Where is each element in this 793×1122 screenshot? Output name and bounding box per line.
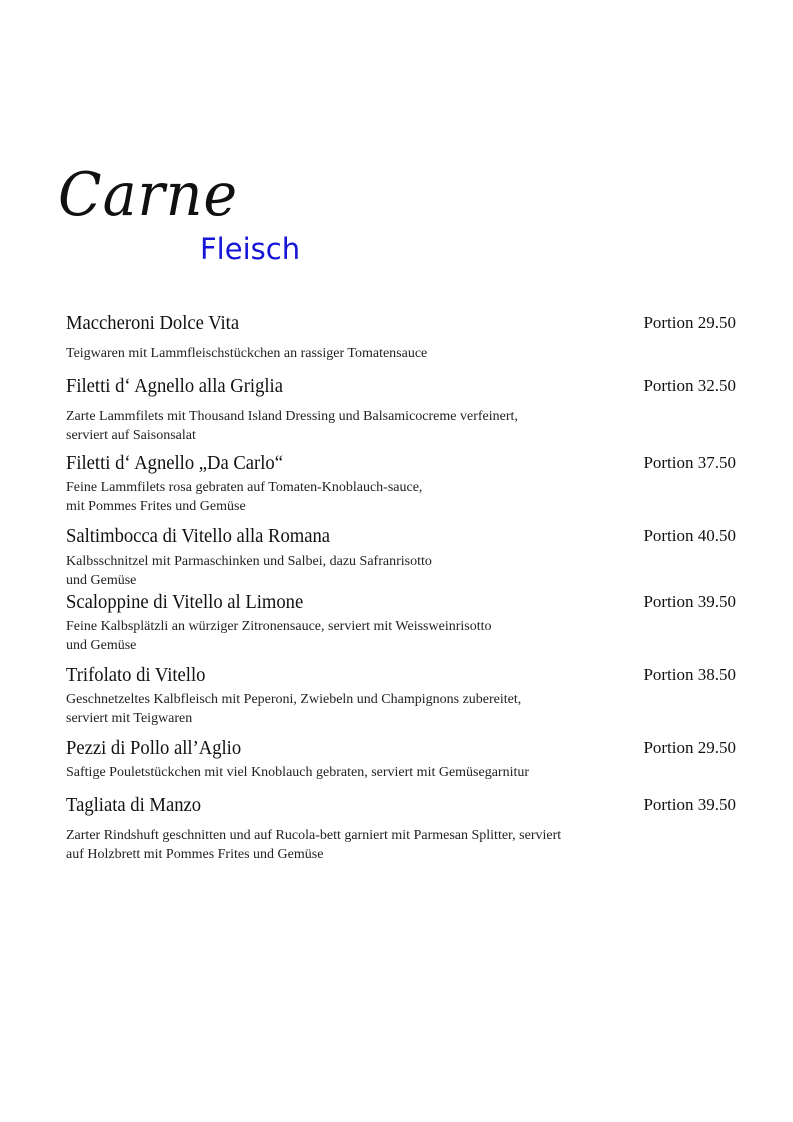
dish-price: [643, 737, 736, 759]
description-line: Feine Lammfilets rosa gebraten auf Tomaten-Knoblauch-sauce,: [66, 480, 423, 495]
price-label: Portion: [643, 313, 694, 332]
price-value: 29.50: [697, 313, 736, 332]
dish-price: [643, 664, 736, 686]
dish-price: [643, 452, 736, 474]
description-line: Saftige Pouletstückchen mit viel Knoblauch gebraten, serviert mit Gemüsegarnitur: [66, 765, 530, 780]
description-line: Zarter Rindshuft geschnitten und auf Rucola-bett garniert mit Parmesan Splitter, serviert: [66, 828, 562, 843]
description-line: serviert mit Teigwaren: [66, 711, 193, 726]
price-label: Portion: [643, 526, 694, 545]
price-value: 39.50: [697, 592, 736, 611]
description-line: serviert auf Saisonsalat: [66, 428, 196, 443]
description-line: Teigwaren mit Lammfleischstückchen an rassiger Tomatensauce: [66, 346, 428, 361]
dish-name: Pezzi di Pollo all’Aglio: [66, 737, 242, 759]
dish-name: Saltimbocca di Vitello alla Romana: [66, 525, 331, 547]
price-label: Portion: [643, 795, 694, 814]
description-line: auf Holzbrett mit Pommes Frites und Gemüse: [66, 847, 324, 862]
dish-price: [643, 525, 736, 547]
section-subtitle: Fleisch: [200, 232, 301, 266]
description-line: und Gemüse: [66, 638, 137, 653]
dish-description: [66, 826, 736, 864]
description-line: Feine Kalbsplätzli an würziger Zitronensauce, serviert mit Weissweinrisotto: [66, 619, 492, 634]
dish-name: Tagliata di Manzo: [66, 794, 202, 816]
description-line: mit Pommes Frites und Gemüse: [66, 499, 246, 514]
dish-price: [643, 312, 736, 334]
dish-name: Maccheroni Dolce Vita: [66, 312, 240, 334]
menu-item: [66, 375, 736, 445]
section-title: Carne: [58, 160, 239, 230]
menu-item: [66, 525, 736, 590]
price-label: Portion: [643, 453, 694, 472]
dish-description: [66, 478, 736, 516]
dish-name: Filetti d‘ Agnello alla Griglia: [66, 375, 283, 397]
dish-description: [66, 690, 736, 728]
dish-price: [643, 794, 736, 816]
dish-description: [66, 617, 736, 655]
price-label: Portion: [643, 665, 694, 684]
menu-item: [66, 737, 736, 782]
dish-name: Filetti d‘ Agnello „Da Carlo“: [66, 452, 283, 474]
price-label: Portion: [643, 376, 694, 395]
menu-item: [66, 794, 736, 864]
dish-description: [66, 407, 736, 445]
price-value: 39.50: [697, 795, 736, 814]
price-value: 37.50: [697, 453, 736, 472]
description-line: Geschnetzeltes Kalbfleisch mit Peperoni, Zwiebeln und Champignons zubereitet,: [66, 692, 522, 707]
dish-price: [643, 591, 736, 613]
price-value: 40.50: [697, 526, 736, 545]
price-value: 32.50: [697, 376, 736, 395]
description-line: Zarte Lammfilets mit Thousand Island Dressing und Balsamicocreme verfeinert,: [66, 409, 518, 424]
dish-price: [643, 375, 736, 397]
description-line: Kalbsschnitzel mit Parmaschinken und Salbei, dazu Safranrisotto: [66, 554, 432, 569]
description-line: und Gemüse: [66, 573, 137, 588]
price-value: 29.50: [697, 738, 736, 757]
dish-name: Trifolato di Vitello: [66, 664, 206, 686]
dish-description: [66, 763, 736, 782]
price-label: Portion: [643, 738, 694, 757]
menu-item: [66, 312, 736, 363]
dish-description: [66, 344, 736, 363]
dish-name: Scaloppine di Vitello al Limone: [66, 591, 304, 613]
menu-item: [66, 591, 736, 655]
menu-item: [66, 452, 736, 516]
menu-item: [66, 664, 736, 728]
price-value: 38.50: [697, 665, 736, 684]
price-label: Portion: [643, 592, 694, 611]
dish-description: [66, 552, 736, 590]
